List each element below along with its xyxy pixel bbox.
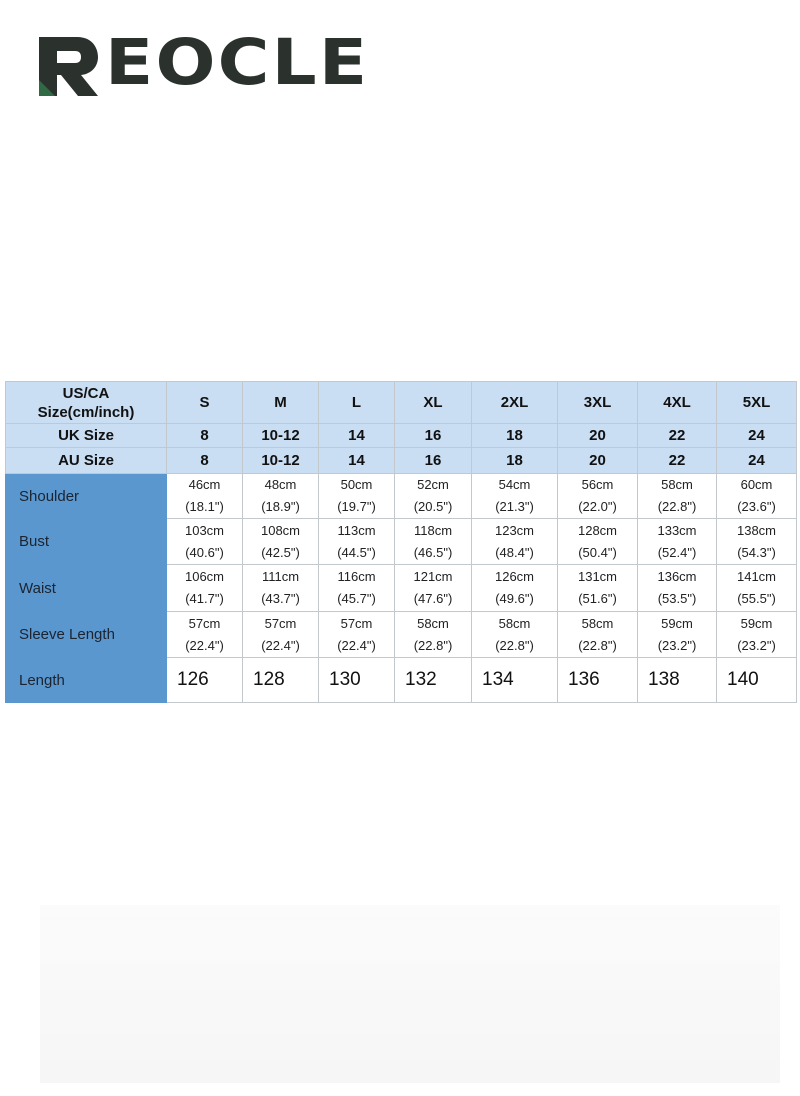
bust-label: Bust <box>6 519 167 565</box>
waist-cell <box>243 565 319 612</box>
brand-logo <box>36 26 370 100</box>
inch-value: (53.5") <box>657 591 697 606</box>
cm-value: 128cm <box>577 522 618 538</box>
us-ca-size-row <box>6 382 797 424</box>
inch-value: (22.8") <box>578 637 617 653</box>
size-chart-table <box>5 381 797 703</box>
shoulder-cell <box>717 474 797 519</box>
uk-size-cell: 24 <box>717 424 797 448</box>
cm-value: 123cm <box>494 522 535 538</box>
cm-value: 131cm <box>577 569 618 584</box>
cm-value: 133cm <box>657 522 697 538</box>
sleeve-length-label: Sleeve Length <box>6 612 167 658</box>
sleeve-length-cell <box>472 612 558 658</box>
bust-cell <box>395 519 472 565</box>
shoulder-cell <box>558 474 638 519</box>
length-cell: 136 <box>558 658 638 703</box>
blank-background-panel <box>40 905 780 1083</box>
inch-value: (42.5") <box>261 544 300 560</box>
logo-r-mark-icon <box>36 34 102 100</box>
inch-value: (47.6") <box>413 591 453 606</box>
au-size-label: AU Size <box>6 448 167 474</box>
size-l: L <box>319 382 395 424</box>
uk-size-cell: 14 <box>319 424 395 448</box>
inch-value: (23.2") <box>657 637 697 653</box>
logo-wordmark: EOCLE <box>105 26 370 99</box>
au-size-cell: 20 <box>558 448 638 474</box>
cm-value: 113cm <box>337 522 376 538</box>
uk-size-row <box>6 424 797 448</box>
inch-value: (22.8") <box>495 637 534 653</box>
au-size-cell: 18 <box>472 448 558 474</box>
cm-value: 46cm <box>188 477 221 492</box>
bust-cell <box>472 519 558 565</box>
us-ca-size-label <box>6 382 167 424</box>
sleeve-length-row <box>6 612 797 658</box>
length-cell: 126 <box>167 658 243 703</box>
size-3xl: 3XL <box>558 382 638 424</box>
inch-value: (51.6") <box>578 591 617 606</box>
length-cell: 134 <box>472 658 558 703</box>
length-cell: 138 <box>638 658 717 703</box>
inch-value: (45.7") <box>337 591 376 606</box>
sleeve-length-cell <box>319 612 395 658</box>
inch-value: (22.4") <box>185 637 224 653</box>
cm-value: 59cm <box>740 615 773 631</box>
inch-value: (22.4") <box>337 637 376 653</box>
size-unit-label: Size(cm/inch) <box>37 403 135 421</box>
cm-value: 126cm <box>494 569 535 584</box>
bust-cell <box>319 519 395 565</box>
cm-value: 60cm <box>740 477 773 492</box>
length-cell: 130 <box>319 658 395 703</box>
cm-value: 118cm <box>413 522 453 538</box>
inch-value: (18.1") <box>185 499 224 514</box>
inch-value: (55.5") <box>737 591 776 606</box>
waist-cell <box>167 565 243 612</box>
inch-value: (19.7") <box>337 499 376 514</box>
cm-value: 50cm <box>340 477 373 492</box>
length-label: Length <box>6 658 167 703</box>
shoulder-cell <box>319 474 395 519</box>
inch-value: (50.4") <box>578 544 617 560</box>
sleeve-length-cell <box>717 612 797 658</box>
cm-value: 138cm <box>736 522 777 538</box>
waist-cell <box>472 565 558 612</box>
bust-row <box>6 519 797 565</box>
inch-value: (22.4") <box>261 637 300 653</box>
bust-cell <box>638 519 717 565</box>
uk-size-cell: 10-12 <box>243 424 319 448</box>
shoulder-label: Shoulder <box>6 474 167 519</box>
sleeve-length-cell <box>638 612 717 658</box>
cm-value: 103cm <box>184 522 225 538</box>
sleeve-length-cell <box>167 612 243 658</box>
shoulder-cell <box>167 474 243 519</box>
cm-value: 58cm <box>498 615 531 631</box>
size-2xl: 2XL <box>472 382 558 424</box>
uk-size-cell: 16 <box>395 424 472 448</box>
inch-value: (41.7") <box>185 591 224 606</box>
cm-value: 141cm <box>736 569 777 584</box>
cm-value: 116cm <box>337 569 376 584</box>
length-cell: 140 <box>717 658 797 703</box>
length-cell: 128 <box>243 658 319 703</box>
au-size-cell: 24 <box>717 448 797 474</box>
cm-value: 111cm <box>261 569 300 584</box>
cm-value: 136cm <box>657 569 697 584</box>
length-row <box>6 658 797 703</box>
au-size-row <box>6 448 797 474</box>
cm-value: 59cm <box>661 615 693 631</box>
us-ca-label: US/CA <box>62 384 110 402</box>
cm-value: 57cm <box>264 615 297 631</box>
cm-value: 57cm <box>340 615 373 631</box>
uk-size-cell: 18 <box>472 424 558 448</box>
inch-value: (23.2") <box>737 637 776 653</box>
waist-cell <box>717 565 797 612</box>
shoulder-cell <box>395 474 472 519</box>
inch-value: (22.8") <box>657 499 697 514</box>
cm-value: 57cm <box>188 615 221 631</box>
cm-value: 48cm <box>264 477 297 492</box>
shoulder-cell <box>243 474 319 519</box>
cm-value: 121cm <box>413 569 453 584</box>
au-size-cell: 14 <box>319 448 395 474</box>
inch-value: (49.6") <box>495 591 534 606</box>
inch-value: (44.5") <box>337 544 376 560</box>
waist-cell <box>558 565 638 612</box>
inch-value: (18.9") <box>261 499 300 514</box>
inch-value: (22.8") <box>413 637 453 653</box>
cm-value: 106cm <box>184 569 225 584</box>
length-cell: 132 <box>395 658 472 703</box>
shoulder-cell <box>472 474 558 519</box>
uk-size-label: UK Size <box>6 424 167 448</box>
inch-value: (52.4") <box>657 544 697 560</box>
inch-value: (22.0") <box>578 499 617 514</box>
inch-value: (46.5") <box>413 544 453 560</box>
waist-row <box>6 565 797 612</box>
inch-value: (48.4") <box>495 544 534 560</box>
waist-cell <box>638 565 717 612</box>
bust-cell <box>558 519 638 565</box>
cm-value: 58cm <box>417 615 449 631</box>
size-4xl: 4XL <box>638 382 717 424</box>
bust-cell <box>243 519 319 565</box>
cm-value: 56cm <box>581 477 614 492</box>
waist-label: Waist <box>6 565 167 612</box>
uk-size-cell: 22 <box>638 424 717 448</box>
sleeve-length-cell <box>243 612 319 658</box>
size-5xl: 5XL <box>717 382 797 424</box>
au-size-cell: 8 <box>167 448 243 474</box>
uk-size-cell: 8 <box>167 424 243 448</box>
au-size-cell: 16 <box>395 448 472 474</box>
sleeve-length-cell <box>395 612 472 658</box>
cm-value: 54cm <box>498 477 531 492</box>
shoulder-cell <box>638 474 717 519</box>
inch-value: (21.3") <box>495 499 534 514</box>
size-m: M <box>243 382 319 424</box>
bust-cell <box>167 519 243 565</box>
au-size-cell: 22 <box>638 448 717 474</box>
waist-cell <box>395 565 472 612</box>
inch-value: (43.7") <box>261 591 300 606</box>
inch-value: (23.6") <box>737 499 776 514</box>
sleeve-length-cell <box>558 612 638 658</box>
inch-value: (54.3") <box>737 544 776 560</box>
cm-value: 52cm <box>417 477 449 492</box>
au-size-cell: 10-12 <box>243 448 319 474</box>
cm-value: 58cm <box>661 477 693 492</box>
inch-value: (40.6") <box>185 544 224 560</box>
size-s: S <box>167 382 243 424</box>
uk-size-cell: 20 <box>558 424 638 448</box>
waist-cell <box>319 565 395 612</box>
inch-value: (20.5") <box>413 499 453 514</box>
cm-value: 108cm <box>260 522 301 538</box>
cm-value: 58cm <box>581 615 614 631</box>
size-xl: XL <box>395 382 472 424</box>
bust-cell <box>717 519 797 565</box>
shoulder-row <box>6 474 797 519</box>
